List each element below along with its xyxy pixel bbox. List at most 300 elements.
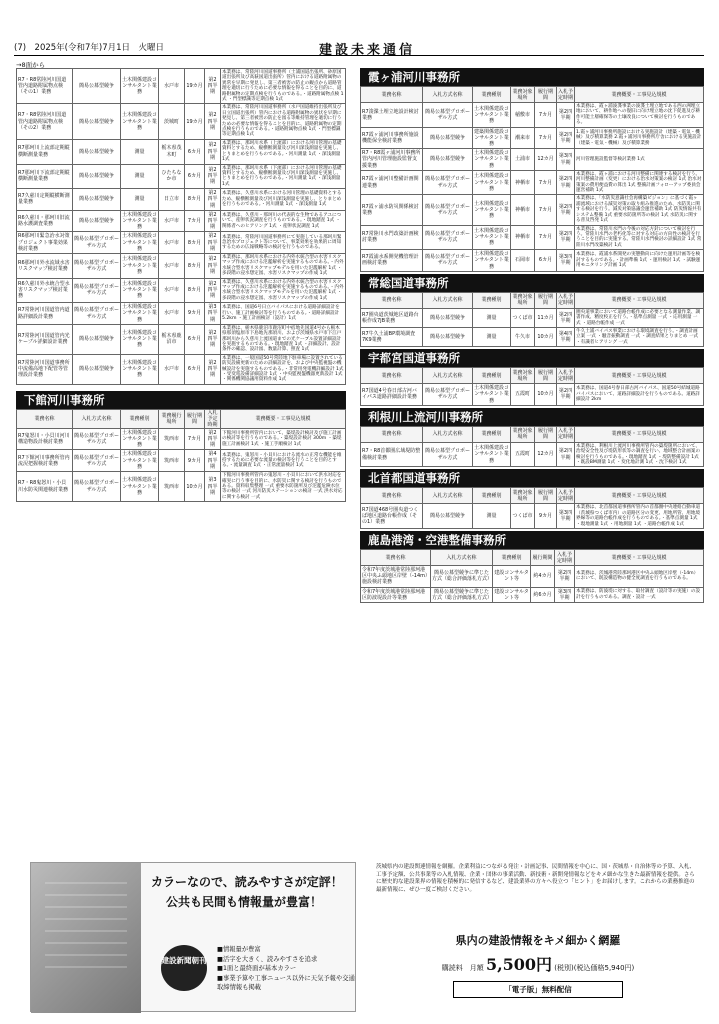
table-cell: 簡易公募型競争 — [73, 104, 121, 139]
table-cell: ひたちなか市 — [159, 164, 185, 189]
table-cell: 下館河川事務所管内の鬼怒川・小貝川において洪水対応を確実に行う事を目的に、水防災に関する検討を行うものである。資料収集整理 一式 重要水防箇所及び氾濫危険水位等の検討 一式 河川防災ステーションの検討 一式 洪水対応に関する検討 一式 — [221, 472, 346, 502]
table-cell: 土木関係建設コンサルタント業務 — [121, 354, 159, 384]
column-header: 入札予定時期 — [558, 88, 574, 101]
table-cell: R6久慈川・那珂川旧流路水護調査業務 — [17, 210, 73, 232]
table-cell: 第3四半期 — [557, 504, 575, 529]
table-cell: 土木関係建設コンサルタント業務 — [122, 233, 158, 252]
table-cell: 河川管理施設監督等検討業務 1式 — [575, 149, 704, 171]
table-row — [17, 450, 346, 472]
table-cell: 簡易公募型プロポーザル方式 — [73, 450, 121, 472]
table-cell: 6カ月 — [185, 324, 205, 354]
promo-text: 茨城県内の建設関連情報を網羅。企業利益につながる発注・計画記事、民間情報を中心に、国・茨城県・自治体等の予算、入札、工事予定額、公共事業等の入札情報、企業・団体の事業活動、新技術・新開発情報などをキメ細かな生きた最新情報を提供。さらに歴史的な建設業界の情報を積極的に発信するなど、建設業界の方々へ役立つ「ヒント」をお届けします。これからの業務推進の最新情報に、ぜひ一度ご検討ください。 — [376, 864, 695, 893]
table-cell: 7カ月 — [185, 428, 205, 450]
table-cell: 簡易公募型プロポーザル方式 — [73, 232, 121, 254]
table-cell: 本業務は、国道4号春日部古河バイパス、国道50号結城道路バイパスにおいて、道路詳細設計を行うものである。道路詳細設計 2km — [575, 384, 704, 406]
table-cell: 12カ月 — [535, 442, 557, 467]
table-cell: 水戸市 — [159, 354, 185, 384]
column-header: 入札方式名称 — [423, 426, 473, 442]
table-cell: 圏央道事業において道路台帳作成に必要となる測量作業、調書作成、精度校正を行う。・基準点測量 一式 ・応用測量 一式 ・道路台帳作成 一式 — [575, 308, 704, 327]
table-cell: 五霞町 — [511, 442, 535, 467]
ad-feature: ■情報量が豊富 — [217, 946, 261, 953]
table-cell: 第2四半期 — [557, 308, 575, 327]
table-cell: 第2四半期 — [557, 442, 575, 467]
ad-caption-2: 公共も民間も情報量が豊富！ — [166, 895, 323, 909]
column-header: 業務種別 — [473, 426, 511, 442]
table-row — [361, 149, 704, 171]
table-cell: 土木関係建設コンサルタント業務 — [121, 324, 159, 354]
table-cell: 土木関係建設コンサルタント業務 — [473, 225, 511, 250]
table-cell: R6久慈川外水統合型水害リスクマップ検討業務 — [17, 278, 73, 303]
table-cell: 本業務は、「水防災意識社会再構築ビジョン」に基づく霞ヶ浦流域における減災対策の取り組み推進のため、水防災に関する検討を行う。減災対策協議会運営補助 1式 防災情報共有システム整備 1式 重要水防箇所等の検討 1式 水防災に関する普及啓発 1式 — [575, 195, 704, 225]
table-cell: 第2四半期 — [205, 104, 221, 139]
column-header: 入札予定時期 — [205, 409, 221, 428]
table-cell: 第2四半期 — [557, 170, 575, 195]
table-cell: 6カ月 — [185, 354, 205, 384]
table-cell: R7霞浦水系開発機管理計画検討業務 — [361, 250, 423, 272]
table-cell: 簡易公募型プロポーザル方式 — [73, 253, 121, 278]
table-cell: R7牛久土浦BP環境調査7K9業務 — [361, 327, 423, 346]
table-cell: 本業務は、久慈川水系における河川管理の基礎資料とするため、縦横断測量及び河川深浅測量を実施し、とりまとめを行うものである。・河川測量 1式 ・深浅測量 1式 — [221, 189, 346, 211]
table-cell: 本業務は、防波堤に対する、取付調査（設計等の実施）の設計を行うものである。調査・設計 一式 — [575, 587, 704, 602]
table-cell: 土木関係建設コンサルタント業務 — [474, 385, 510, 404]
table-cell: つくば市 — [511, 504, 535, 529]
table-cell: R7常陸河川国道事務所中流備高地下配管等管理設計業務 — [17, 354, 73, 384]
table-cell: 簡易公募型競争に準じた方式（総合評価落札方式） — [432, 588, 493, 601]
column-header: 履行期間 — [535, 488, 557, 504]
table-cell: 簡易公募型競争 — [73, 164, 121, 189]
table-cell: 牛久市 — [511, 327, 535, 346]
section-kasumigaura: 霞ヶ浦河川事務所 — [360, 68, 704, 86]
table-cell: 9カ月 — [185, 303, 205, 325]
table-cell: 建設コンサルタント等 — [494, 588, 529, 601]
table-cell: 第2四半期 — [555, 566, 575, 588]
table-cell: 本業務は、常陸川水門の今後の対応方針について検討を行う。常陸川水門の老朽化等に対する対応の方向性の検討を行うことを目的に実施する。常陸川水門検討の詳細設計 1式 常陸川水門改築検討 1式 — [575, 225, 704, 250]
tonegawa-table — [360, 426, 704, 468]
table-cell: 土木関係建設コンサルタント業務 — [473, 195, 511, 225]
table-cell: 筑西市 — [159, 428, 185, 450]
right-column — [360, 66, 704, 603]
column-header: 業務対象場所 — [512, 88, 533, 101]
left-top-table — [16, 68, 346, 385]
table-row — [17, 354, 346, 384]
table-cell: 第2四半期 — [205, 232, 221, 254]
table-cell: 本業務は、一般国道50号常陸地下駐車場に設置されている防災設備更新のための詳細設計を、および中央監視盤の機械設計を実施するものである。・非常用発電機詳細設計 1式 ・受変電設備詳細設計 1式 ・中央監視盤機器更新設計 1式 ・関係機関協議用資料作成 1式 — [222, 355, 344, 383]
ad-caption-1: カラーなので、読みやすさが定評！ — [151, 875, 343, 889]
section-shimodate: 下館河川事務所 — [16, 391, 346, 409]
column-header: 業務概要・工事見込規模 — [575, 550, 704, 566]
table-cell: 令和7年度茨城港常陸那珂港区中央ふ頭地区岸壁（-14m）施設検討業務 — [361, 566, 431, 588]
table-cell: 簡易公募型プロポーザル方式 — [423, 250, 473, 272]
table-cell: 8カ月 — [185, 189, 205, 211]
table-cell: 7カ月 — [185, 210, 205, 232]
table-row — [361, 504, 704, 529]
table-row — [361, 442, 704, 467]
ad-feature-list — [217, 945, 355, 993]
kasumigaura-table — [360, 86, 704, 272]
table-cell: R7常陸河川国道管内光ケーブル詳細設計業務 — [17, 324, 73, 354]
table-row — [361, 225, 704, 250]
ad-feature: ■活字を大きく、読みやすさを追求 — [217, 955, 318, 963]
newspaper-texture — [31, 863, 141, 1013]
column-header: 業務概要・工事見込規模 — [575, 292, 704, 308]
column-header: 履行期間 — [535, 292, 557, 308]
table-cell: 7カ月 — [535, 103, 557, 128]
table-cell: 簡易公募型プロポーザル方式 — [423, 384, 473, 406]
table-cell: R7・R8霞ヶ浦河川事務所管内河川管理施設監督支援業務 — [361, 149, 423, 171]
column-header: 業務名称 — [361, 368, 423, 384]
column-header: 業務名称 — [17, 409, 73, 428]
table-cell: 神栖市 — [511, 195, 535, 225]
section-hokushuto: 北首都国道事務所 — [360, 469, 704, 487]
table-row — [17, 428, 346, 450]
table-cell: R7霞ヶ浦水防災関係検討業務 — [361, 195, 423, 225]
table-cell: 第2四半期 — [205, 253, 221, 278]
table-cell: R7常陸河川国道管内道路詳細設計業務 — [17, 303, 73, 325]
table-cell: 簡易公募型競争 — [423, 327, 473, 346]
column-header: 業務対象場所 — [512, 369, 533, 382]
price-label: 購読料 月額 — [441, 964, 484, 972]
table-cell: 第2四半期 — [205, 164, 221, 189]
table-cell: 下館河川事務所管内において、築堤設計検討及び施工計画の検討等を行うものである。・築堤設計検討 300m ・築堤施工計画検討 1式 ・施工手順検討 1式 — [221, 428, 346, 450]
page-header — [14, 40, 704, 56]
table-row — [17, 278, 346, 303]
table-cell: 簡易公募型競争 — [423, 149, 473, 171]
table-cell: 本業務は、利根川上流河川事務所管内の築堤箇所において、治堤安全性及び堤防形状等の調査を行い、地域整合計画案の検討を行うものである。・現地踏査 1式 ・堤防整備設計 1式 ・既設BM測量 1式 ・変化地計測 1式 ・沈下検討 1式 — [575, 442, 704, 467]
column-header: 履行期間 — [185, 409, 205, 428]
table-cell: 8カ月 — [185, 253, 205, 278]
table-cell: 本業務は、北首都国道事務所管内の首都圏中央連絡自動車道（茨城県つくば市内）の道路区分の変更、用地所管、用地境界線等の道路台帳作成を行うものである。・基準点測量 1式 ・現地測量 1式 ・用地測量 1式 ・道路台帳作成 1式 — [575, 504, 704, 529]
table-cell: 茨城町 — [159, 104, 185, 139]
table-row — [17, 253, 346, 278]
table-cell: 簡易公募型競争 — [73, 189, 121, 211]
table-row — [17, 139, 346, 164]
table-cell: R7・R8常陸河川国道管内道路附属物点検（その2）業務 — [17, 104, 73, 139]
section-kashima: 鹿島港湾・空港整備事務所 — [360, 531, 704, 549]
table-cell: 第3四半期 — [205, 303, 221, 325]
table-cell: 本業務は、茨城港常陸那珂港区中央ふ頭地区岸壁（-14m）において、既設構造物の健全度調査を行うものである。 — [575, 566, 704, 588]
table-cell: 第2四半期 — [205, 324, 221, 354]
table-cell: 19カ月 — [185, 104, 205, 139]
column-header: 入札予定時期 — [558, 369, 574, 382]
publication-title: 建設未来通信 — [319, 43, 416, 58]
continued-note: →8面から — [16, 61, 46, 69]
table-cell: 本業務は、常陸河川国道事務所（水戸国道維持出張所及び日立国道出張所）管内における道路附属物の異状を早期に発見し、第三者被害の防止を図る等維持管理を適切に行うための必要な情報を得ることを目的に、道路附属物の定期点検を行うものである。・道路附属物点検 1式 ・門型標識等定期点検 1式 — [221, 104, 346, 139]
table-cell: 石岡市 — [511, 250, 535, 272]
column-header: 業務概要・工事見込規模 — [575, 488, 704, 504]
table-cell: 7カ月 — [535, 225, 557, 250]
price-note: (税別)(税込価格5,940円) — [554, 964, 635, 972]
section-joso: 常総国道事務所 — [360, 274, 704, 292]
table-cell: 簡易公募型競争 — [423, 308, 473, 327]
table-cell: 水戸市 — [159, 303, 185, 325]
table-cell: 簡易公募型プロポーザル方式 — [73, 278, 121, 303]
table-cell: 第3四半期 — [557, 149, 575, 171]
column-header: 入札方式名称 — [73, 409, 121, 428]
table-cell: R7那珂川上流部定期縦横断測量業務 — [17, 139, 73, 164]
table-cell: 土木関係建設コンサルタント業務 — [473, 103, 511, 128]
table-cell: 8カ月 — [185, 232, 205, 254]
section-utsunomiya: 宇都宮国道事務所 — [360, 349, 704, 367]
table-cell: 測量 — [121, 164, 159, 189]
table-cell: 本業務は、常陸河川国道事務所（土浦国道出張所、砂原国道出張所及び高萩国道出張所）管内における道路附属物の異常を早期に発見し、第三者被害の防止の観点から道路管理を適切に行うために必要な情報を得ることを目的に、道路附属物の定期点検を行うものである。・道路附属物点検 1式 ・門型標識等定期点検 1式 — [222, 70, 344, 103]
column-header: 履行期間 — [535, 368, 557, 384]
table-cell: 6カ月 — [185, 139, 205, 164]
column-header: 履行期間 — [535, 426, 557, 442]
table-cell: 約4カ月 — [531, 566, 555, 588]
table-cell: 稲敷市 — [511, 103, 535, 128]
column-header: 入札予定時期 — [558, 294, 574, 307]
table-row — [361, 566, 704, 588]
table-cell: 簡易公募型競争 — [73, 210, 121, 232]
table-cell: 8カ月 — [185, 278, 205, 303]
table-cell: R7国道468号圏央道つくば地区道路台帳作成（その1）業務 — [361, 504, 423, 529]
table-cell: 本業務は、那珂川水系（下流部）における河川管理の基礎資料とするため、縦横断測量及び河川深浅測量を実施し、とりまとめを行うものである。・河川測量 1式 ・深浅測量 1式 — [221, 164, 346, 189]
table-cell: 19カ月 — [185, 69, 205, 104]
table-cell: 簡易公募型プロポーザル方式 — [73, 303, 121, 325]
table-cell: R6那珂川緊急治水対策プロジェクト事業効果検討業務 — [17, 232, 73, 254]
table-cell: 7カ月 — [535, 195, 557, 225]
table-cell: 6カ月 — [535, 250, 557, 272]
table-cell: 9カ月 — [185, 450, 205, 472]
column-header: 業務名称 — [361, 488, 423, 504]
table-cell: 第2四半期 — [205, 189, 221, 211]
table-cell: 土木関係建設コンサルタント業務 — [473, 170, 511, 195]
table-cell: 簡易公募型プロポーザル方式 — [73, 472, 121, 502]
table-cell: 簡易公募型プロポーザル方式 — [423, 225, 473, 250]
column-header: 業務種別 — [473, 87, 511, 103]
table-cell: 第2四半期 — [557, 195, 575, 225]
table-cell: 第2四半期 — [205, 69, 221, 104]
table-cell: 筑西市 — [159, 472, 185, 502]
column-header: 業務履行場所 — [159, 409, 185, 428]
subscription-promo — [372, 862, 704, 1012]
table-cell: 第3四半期 — [205, 472, 221, 502]
table-cell: 土木関係建設コンサルタント業務 — [122, 429, 158, 449]
table-cell: 簡易公募型プロポーザル方式 — [423, 170, 473, 195]
table-cell: R7・R8鬼怒川・小貝川水防災関連検討業務 — [17, 472, 73, 502]
table-cell: 潮来市 — [511, 127, 535, 149]
table-cell: 約6カ月 — [531, 587, 555, 602]
table-cell: 本業務は、栃木県鹿沼市鹿沼町中宿地先国道4号から栃木県那須塩原市下島地先那須川、および茨城県水戸市下江戸 那珂川から久慈川上流国道までの光ケーブル設置詳細設計を実施するものである。・現地踏査 1式 ・詳細設計、設計条件の確認、設計図、数量計算、照査 1式 — [222, 325, 347, 353]
table-row — [361, 250, 704, 272]
column-header: 履行期間 — [535, 87, 557, 103]
table-cell: 9カ月 — [535, 504, 557, 529]
table-cell: 土木関係建設コンサルタント業務 — [121, 278, 159, 303]
table-cell: 本業務は、霞浦水系開発の実態動向に向けた運用計画等を検討するものである。・計画準備 1式 ・運用検討 1式 ・試験運用モニタリング計画 1式 — [575, 250, 704, 272]
table-cell: 水戸市 — [159, 278, 185, 303]
table-cell: 本業務は、常陸河川国道事務所にて実施している那珂川緊急治水プロジェクト等について、事業効果を効果的に周知するための広報戦略等の検討を行うものである。 — [221, 232, 346, 254]
table-cell: 土木関係建設コンサルタント業務 — [474, 150, 510, 169]
table-cell: 12カ月 — [535, 149, 557, 171]
table-cell: 栃木県鹿沼市 — [159, 324, 185, 354]
table-cell: R6那珂川外水流域水害リスクマップ検討業務 — [17, 253, 73, 278]
column-header: 業務名称 — [361, 87, 423, 103]
table-cell: 簡易公募型競争 — [423, 127, 473, 149]
table-cell: 五霞町 — [511, 384, 535, 406]
table-cell: 第2四半期 — [557, 103, 575, 128]
table-cell: 簡易公募型競争 — [73, 69, 121, 104]
table-cell: R7那珂川下流部定期縦横断測量業務 — [17, 164, 73, 189]
table-cell: 測量 — [121, 139, 159, 164]
column-header: 業務名称 — [361, 426, 423, 442]
table-row — [17, 324, 346, 354]
table-cell: 10カ月 — [535, 384, 557, 406]
table-cell: 第2四半期 — [557, 225, 575, 250]
table-cell: 日立市 — [159, 189, 185, 211]
table-cell: 簡易公募型プロポーザル方式 — [423, 103, 473, 128]
column-header: 業務種別 — [493, 550, 531, 566]
table-cell: 神栖市 — [511, 225, 535, 250]
table-cell: 測量 — [473, 327, 511, 346]
hokushuto-table — [360, 487, 704, 529]
table-cell: 本業務は、霞ヶ浦における河川整備に関連する検討を行う。河川整備計画（変更）における治水対策案の検討 1式 治水対策案の費用便益費の算出 1式 整備計画フォローアップ委員会運営補助 1式 — [575, 170, 704, 195]
table-row — [17, 164, 346, 189]
column-header: 入札予定時期 — [555, 550, 575, 566]
table-row — [361, 308, 704, 327]
table-cell: 建設コンサルタント等 — [493, 566, 531, 588]
table-cell: 第2四半期 — [557, 127, 575, 149]
column-header: 業務名称 — [361, 292, 423, 308]
table-cell: 水戸市 — [159, 210, 185, 232]
table-cell: 簡易公募型プロポーザル方式 — [73, 428, 121, 450]
column-header: 入札方式名称 — [423, 488, 473, 504]
table-cell: 土木関係建設コンサルタント業務 — [474, 251, 510, 270]
table-cell: 筑西市 — [159, 450, 185, 472]
column-header: 業務概要・工事見込規模 — [575, 368, 704, 384]
table-cell: 第4四半期 — [557, 327, 575, 346]
table-cell: 本業務は、久慈川・那珂川の代表的な生物であるアユについて、産卵状況調査を行うものである。・現地踏査 1式 ・関係者へのヒアリング 1式 ・産卵状況調査 1式 — [221, 210, 346, 232]
ad-feature: ■1面と最終面が基本カラー — [217, 965, 297, 972]
column-header: 業務種別 — [473, 368, 511, 384]
table-cell: 11カ月 — [535, 308, 557, 327]
shimodate-table — [16, 409, 346, 502]
table-cell: R7鬼怒川・小貝川河川構造物設計検討業務 — [17, 428, 73, 450]
table-row — [17, 303, 346, 325]
table-cell: 水戸市 — [159, 232, 185, 254]
table-cell: R7霞ヶ浦河川整備計画関連業務 — [361, 170, 423, 195]
table-cell: R7圏央道茨城地区道路台帳作成7JB業務 — [361, 308, 423, 327]
column-header: 業務概要・工事見込規模 — [575, 426, 704, 442]
table-row — [361, 587, 704, 602]
table-cell: 栃木県茂木町 — [159, 139, 185, 164]
table-cell: R7・R8常陸河川国道管内道路附属物点検（その1）業務 — [17, 69, 73, 104]
table-cell: 土木関係建設コンサルタント業務 — [122, 211, 158, 231]
table-cell: 本業務は、国道6号日立バイパスにおける道路詳細設計を行い、施工計画検討等を行うものである。・道路詳細設計 5.2km ・施工計画検討（設計）1式 — [221, 303, 346, 325]
table-cell: 本業務は、那珂川水系（上流部）における河川管理の基礎資料とするため、縦横断測量及び河川深浅測量を実施し、とりまとめを行うものである。・河川測量 1式 ・深浅測量 1式 — [221, 139, 346, 164]
table-cell: 本業務は、霞ヶ浦浚渫事業の浚渫土埋立地である西の洲埋立地において、耕作地への復旧に向け埋立地の沈下促進及び耕作可能土層確保等の土壌改良について検討を行うものである。 — [575, 103, 704, 128]
table-row — [17, 232, 346, 254]
table-row — [361, 127, 704, 149]
table-cell: 第4四半期 — [205, 450, 221, 472]
table-row — [17, 189, 346, 211]
column-header: 業務対象場所 — [512, 294, 533, 307]
table-cell: 土木関係建設コンサルタント業務 — [121, 472, 159, 502]
table-cell: 1.霞ヶ浦河川事務所施設における実施設計（建築・電気・機械）及び積算業務 2.霞ヶ浦河川事務所庁舎における実施設計（建築・電気・機械）及び積算業務 — [575, 127, 704, 149]
table-cell: 簡易公募型競争 — [73, 324, 121, 354]
table-cell: 7カ月 — [535, 170, 557, 195]
table-cell: 10カ月 — [535, 327, 557, 346]
electronic-edition: 「電子版」無料配信 — [453, 981, 623, 998]
table-cell: 本業務は、鬼怒川・小貝川における流水の正常な機能を維持するために必要な流量の検討等を行うことを目的とする。・流量調査 1式 ・正常流量検討 1式 — [221, 450, 346, 472]
page-info: (7) 2025年(令和7年)7月1日 火曜日 — [14, 43, 165, 53]
table-row — [17, 472, 346, 502]
left-column — [16, 66, 346, 502]
column-header: 業務種別 — [473, 292, 511, 308]
column-header: 業務種別 — [473, 488, 511, 504]
kashima-table — [360, 549, 704, 603]
table-cell: 測量 — [473, 504, 511, 529]
table-cell: 土木関係建設コンサルタント業務 — [122, 304, 158, 323]
table-cell: 簡易公募型競争 — [423, 504, 473, 529]
table-cell: 第2四半期 — [205, 278, 221, 303]
table-cell: 簡易公募型競争に準じた方式（総合評価落札方式） — [431, 566, 493, 588]
table-cell: 水戸市 — [159, 253, 185, 278]
table-cell: 簡易公募型競争 — [73, 354, 121, 384]
joso-table — [360, 292, 704, 347]
table-cell: 水戸市 — [159, 69, 185, 104]
table-cell: 本業務は、久慈川水系における内外水統合型の水害リスクマップ作成における氾濫解析を実施するものである。・内外水統合型水害リスクマップモデルを用いた氾濫解析 1式 ・多段階の浸水想定図、水害リスクマップの作成 1式 — [222, 279, 344, 301]
table-cell: 簡易公募型プロポーザル方式 — [423, 195, 473, 225]
table-cell: 第2四半期 — [205, 428, 221, 450]
table-row — [17, 210, 346, 232]
table-row — [361, 327, 704, 346]
promo-title: 県内の建設情報をキメ細かく網羅 — [455, 934, 621, 947]
column-header: 業務対象場所 — [512, 489, 533, 502]
table-cell: 簡易公募型プロポーザル方式 — [423, 442, 473, 467]
table-cell: 令和7年度茨城港常陸那珂港区防波堤設計等業務 — [361, 587, 431, 602]
table-cell: 牛久土浦バイパス事業における環境調査を行う。・調査計画立案 一式 ・騒音振動調査 一式 ・調査結果とりまとめ 一式 ・有識者ヒアリング 一式 — [575, 327, 704, 346]
table-cell: 10カ月 — [185, 472, 205, 502]
advertisement — [30, 862, 356, 1012]
newspaper-logo: 建設新聞朝刊 — [161, 945, 207, 991]
column-header: 業務概要・工事見込規模 — [575, 87, 704, 103]
ad-feature: ■事業予算や工事ニュース以外に天気予報や交通取締情報も掲載 — [217, 974, 355, 991]
price-value: 5,500円 — [485, 955, 553, 974]
column-header: 入札予定時期 — [558, 489, 574, 502]
table-cell: 測量 — [121, 189, 159, 211]
promo-price — [372, 952, 704, 975]
table-cell: 第2四半期 — [205, 354, 221, 384]
table-row — [361, 384, 704, 406]
column-header: 入札方式名称 — [431, 550, 493, 566]
table-cell: R7常陸川水門改築計画検討業務 — [361, 225, 423, 250]
table-row — [361, 195, 704, 225]
table-cell: R7浚渫土埋立地設計検討業務 — [361, 103, 423, 128]
utsunomiya-table — [360, 367, 704, 406]
table-cell: 第3四半期 — [557, 250, 575, 272]
table-row — [361, 170, 704, 195]
table-cell: つくば市 — [511, 308, 535, 327]
table-cell: 土木関係建設コンサルタント業務 — [121, 69, 159, 104]
column-header: 業務種別 — [121, 409, 159, 428]
table-cell: 土木関係建設コンサルタント業務 — [122, 451, 158, 470]
column-header: 入札方式名称 — [423, 292, 473, 308]
table-row — [361, 103, 704, 128]
table-cell: 測量 — [473, 308, 511, 327]
table-cell: R7下館河川事務所管内流況把握検討業務 — [17, 450, 73, 472]
column-header: 業務対象場所 — [512, 428, 533, 441]
column-header: 履行期間 — [531, 550, 555, 566]
table-cell: R7国道4号春日部古河バイパス道路詳細設計業務 — [361, 384, 423, 406]
table-cell: R7久慈川定期縦横断測量業務 — [17, 189, 73, 211]
section-tonegawa: 利根川上流河川事務所 — [360, 408, 704, 426]
table-cell: 第2四半期 — [205, 139, 221, 164]
table-cell: 土木関係建設コンサルタント業務 — [121, 253, 159, 278]
table-cell: R7・R8首都圏広域堤防整備検討業務 — [361, 442, 423, 467]
column-header: 業務概要・工事見込規模 — [221, 409, 346, 428]
table-cell: 6カ月 — [185, 164, 205, 189]
table-cell: 第2四半期 — [205, 210, 221, 232]
